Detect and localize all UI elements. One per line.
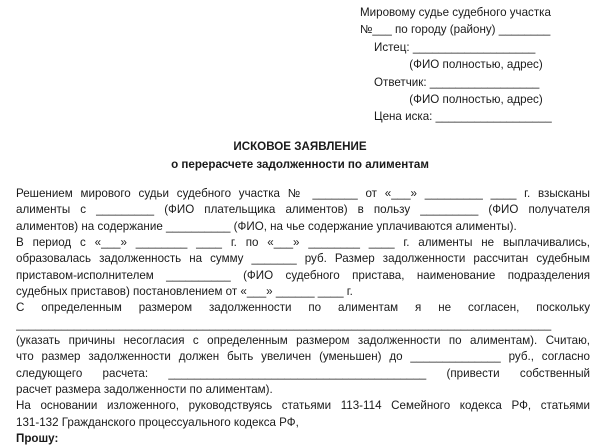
claim-price-line: Цена иска: __________________: [374, 110, 552, 124]
title-line-2: о перерасчете задолженности по алиментам: [171, 158, 429, 171]
document-title: [0, 138, 600, 174]
plaintiff-hint: (ФИО полностью, адрес): [409, 58, 543, 72]
body-line: На основании изложенного, руководствуясь статьями 113-114 Семейного кодекса РФ, статьями: [16, 399, 590, 413]
body-line: алиментов) на содержание __________ (ФИО, на чье содержание уплачиваются алименты).: [16, 219, 517, 233]
defendant-line: Ответчик: _________________: [374, 75, 540, 89]
body-line: судебных приставов) постановлением от «___» ______ ____ г.: [16, 285, 353, 299]
body-line: алименты с _________ (ФИО плательщика алиментов) в пользу _________ (ФИО получателя: [16, 203, 590, 217]
request-heading: Прошу:: [16, 432, 59, 446]
addressee-block: [360, 4, 592, 126]
title-line-1: ИСКОВОЕ ЗАЯВЛЕНИЕ: [233, 140, 367, 153]
addressee-court: Мировому судье судебного участка: [360, 6, 551, 19]
defendant-hint: (ФИО полностью, адрес): [409, 93, 543, 107]
body-line: следующего расчета: ________________________________________ (привести собственный: [16, 366, 590, 380]
plaintiff-line: Истец: ___________________: [374, 40, 536, 54]
body-line: (указать причины несогласия с определенным размером задолженности по алиментам). Считаю,: [16, 334, 590, 348]
body-line: расчет размера задолженности по алиментам).: [16, 383, 273, 397]
body-line: 131-132 Гражданского процессуального кодекса РФ,: [16, 415, 299, 429]
body-line: В период с «___» ________ ____ г. по «___» ________ ____ г. алименты не выплачивались,: [16, 236, 590, 250]
body-line: образовалась задолженность на сумму _______ руб. Размер задолженности рассчитан судебным: [16, 252, 590, 266]
addressee-city: №___ по городу (району) ________: [360, 23, 551, 37]
body-line: С определенным размером задолженности по алиментам я не согласен, поскольку: [16, 301, 590, 315]
document-body: [16, 186, 590, 448]
body-line: что размер задолженности должен быть увеличен (уменьшен) до ______________ руб., согласно: [16, 350, 590, 364]
body-line: ___________________________________________________________________________________: [16, 317, 552, 331]
body-line: приставом-исполнителем __________ (ФИО судебного пристава, наименование подразделения: [16, 268, 590, 282]
body-line: Решением мирового судьи судебного участка № _______ от «___» _________ ____ г. взысканы: [16, 187, 590, 200]
